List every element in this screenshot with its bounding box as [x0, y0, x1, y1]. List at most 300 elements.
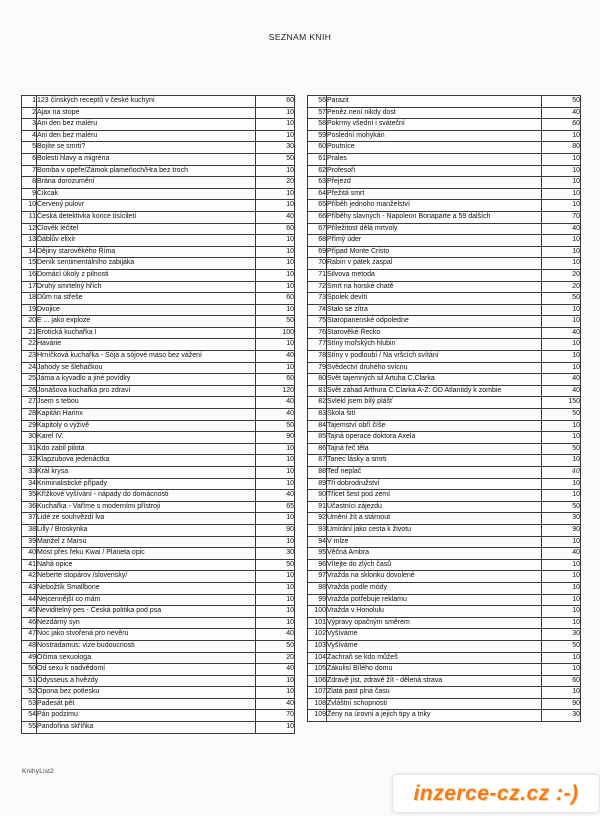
- book-title: Ani den bez maléru: [37, 130, 256, 142]
- book-title: Příležitost dělá mrtvoly: [327, 223, 542, 235]
- row-number: 45: [22, 606, 37, 618]
- book-price: 10: [542, 153, 581, 165]
- book-price: 60: [542, 675, 581, 687]
- table-row: [308, 223, 581, 235]
- row-number: 67: [308, 223, 327, 235]
- table-row: [22, 501, 295, 513]
- table-row: [308, 640, 581, 652]
- book-title: E ... jako exploze: [37, 316, 256, 328]
- table-row: [22, 362, 295, 374]
- book-title: Most přes řeku Kwai / Planeta opic: [37, 548, 256, 560]
- book-title: Rabín v pátek zaspal: [327, 258, 542, 270]
- book-price: 40: [542, 327, 581, 339]
- book-title: Třicet šest pod zemí: [327, 490, 542, 502]
- row-number: 84: [308, 420, 327, 432]
- table-row: [22, 606, 295, 618]
- book-title: Tajná řeč těla: [327, 443, 542, 455]
- row-number: 2: [22, 107, 37, 119]
- row-number: 29: [22, 420, 37, 432]
- row-number: 24: [22, 362, 37, 374]
- row-number: 41: [22, 559, 37, 571]
- book-title: Zákulisí Bílého domu: [327, 664, 542, 676]
- book-title: Tři dobrodružství: [327, 478, 542, 490]
- book-price: 30: [542, 629, 581, 641]
- book-title: Kdo zabil pilota: [37, 443, 256, 455]
- row-number: 89: [308, 478, 327, 490]
- book-price: 10: [256, 246, 295, 258]
- book-title: Starověké Řecko: [327, 327, 542, 339]
- book-price: 40: [542, 107, 581, 119]
- book-title: Nahá opice: [37, 559, 256, 571]
- book-price: 120: [256, 385, 295, 397]
- book-price: 90: [542, 698, 581, 710]
- table-row: [22, 200, 295, 212]
- book-title: Zdravě jíst, zdravě žít - dělená strava: [327, 675, 542, 687]
- book-price: 150: [542, 397, 581, 409]
- row-number: 19: [22, 304, 37, 316]
- book-title: Česká detektivka konce tisíciletí: [37, 211, 256, 223]
- book-price: 50: [542, 96, 581, 108]
- row-number: 27: [22, 397, 37, 409]
- table-row: [308, 119, 581, 131]
- row-number: 55: [22, 722, 37, 734]
- table-row: [22, 165, 295, 177]
- row-number: 82: [308, 397, 327, 409]
- book-title: Tajná operace doktora Axela: [327, 432, 542, 444]
- book-price: 20: [256, 652, 295, 664]
- table-row: [308, 409, 581, 421]
- book-title: Ženy na úrovni a jejich tipy a triky: [327, 710, 542, 722]
- book-price: 10: [256, 165, 295, 177]
- row-number: 86: [308, 443, 327, 455]
- table-row: [22, 327, 295, 339]
- table-row: [308, 316, 581, 328]
- row-number: 5: [22, 142, 37, 154]
- book-price: 10: [542, 571, 581, 583]
- book-title: Král krysa: [37, 467, 256, 479]
- row-number: 100: [308, 606, 327, 618]
- book-price: 50: [542, 501, 581, 513]
- table-row: [308, 107, 581, 119]
- row-number: 30: [22, 432, 37, 444]
- book-price: 40: [256, 629, 295, 641]
- page-title: SEZNAM KNIH: [268, 32, 332, 42]
- book-title: Kapitán Harinx: [37, 409, 256, 421]
- book-price: 10: [542, 490, 581, 502]
- book-price: 10: [256, 513, 295, 525]
- table-row: [22, 652, 295, 664]
- row-number: 42: [22, 571, 37, 583]
- table-row: [22, 397, 295, 409]
- book-title: Odysseus a hvězdy: [37, 675, 256, 687]
- book-title: Vražda v Honolulu: [327, 606, 542, 618]
- book-price: 40: [542, 467, 581, 479]
- row-number: 79: [308, 362, 327, 374]
- row-number: 91: [308, 501, 327, 513]
- book-price: 10: [542, 339, 581, 351]
- table-row: [22, 107, 295, 119]
- table-row: [22, 455, 295, 467]
- book-title: Smrt na horské chatě: [327, 281, 542, 293]
- book-price: 10: [256, 478, 295, 490]
- row-number: 49: [22, 652, 37, 664]
- book-title: Poutníce: [327, 142, 542, 154]
- table-row: [22, 687, 295, 699]
- book-title: Staropanenské odpoledne: [327, 316, 542, 328]
- book-price: 10: [542, 606, 581, 618]
- book-title: Lilly / Broskynka: [37, 524, 256, 536]
- book-price: 10: [542, 594, 581, 606]
- row-number: 94: [308, 536, 327, 548]
- book-price: 50: [542, 409, 581, 421]
- book-title: Svět tajemných sil Artuha C.Clarka: [327, 374, 542, 386]
- table-row: [22, 467, 295, 479]
- table-row: [308, 467, 581, 479]
- table-row: [308, 606, 581, 618]
- book-price: 10: [542, 246, 581, 258]
- book-title: Cikcak: [37, 188, 256, 200]
- row-number: 71: [308, 269, 327, 281]
- table-row: [22, 258, 295, 270]
- table-row: [22, 559, 295, 571]
- row-number: 31: [22, 443, 37, 455]
- book-title: Vražda na sklonku dovolené: [327, 571, 542, 583]
- table-row: [22, 339, 295, 351]
- row-number: 13: [22, 235, 37, 247]
- row-number: 66: [308, 211, 327, 223]
- table-row: [308, 304, 581, 316]
- table-row: [308, 211, 581, 223]
- book-title: Peněz není nikdy dost: [327, 107, 542, 119]
- row-number: 43: [22, 582, 37, 594]
- book-title: Příběhy slavných - Napoleon Bonaparte a 59 dalších: [327, 211, 542, 223]
- book-price: 50: [256, 420, 295, 432]
- book-price: 20: [256, 177, 295, 189]
- table-row: [308, 200, 581, 212]
- book-price: 10: [542, 582, 581, 594]
- row-number: 35: [22, 490, 37, 502]
- row-number: 101: [308, 617, 327, 629]
- table-row: [308, 96, 581, 108]
- row-number: 12: [22, 223, 37, 235]
- book-title: Příběh jednoho manželství: [327, 200, 542, 212]
- row-number: 3: [22, 119, 37, 131]
- table-row: [308, 687, 581, 699]
- book-price: 65: [256, 501, 295, 513]
- book-title: Prales: [327, 153, 542, 165]
- book-title: Očima sexuologa: [37, 652, 256, 664]
- row-number: 22: [22, 339, 37, 351]
- table-row: [22, 269, 295, 281]
- book-price: 10: [256, 594, 295, 606]
- table-row: [22, 490, 295, 502]
- book-price: 10: [542, 559, 581, 571]
- book-price: 10: [542, 177, 581, 189]
- book-price: 10: [256, 304, 295, 316]
- row-number: 68: [308, 235, 327, 247]
- row-number: 34: [22, 478, 37, 490]
- book-price: 10: [256, 467, 295, 479]
- table-row: [22, 385, 295, 397]
- book-title: Poslední mohykán: [327, 130, 542, 142]
- row-number: 21: [22, 327, 37, 339]
- row-number: 97: [308, 571, 327, 583]
- book-title: Od sexu k nadvědomí: [37, 664, 256, 676]
- book-title: Brána dorozumění: [37, 177, 256, 189]
- book-title: Silvova metoda: [327, 269, 542, 281]
- row-number: 28: [22, 409, 37, 421]
- table-row: [22, 594, 295, 606]
- book-title: Profesoři: [327, 165, 542, 177]
- book-price: 10: [542, 235, 581, 247]
- row-number: 25: [22, 374, 37, 386]
- book-title: Přímý úder: [327, 235, 542, 247]
- book-price: 10: [256, 107, 295, 119]
- book-price: 10: [256, 455, 295, 467]
- row-number: 77: [308, 339, 327, 351]
- row-number: 58: [308, 119, 327, 131]
- table-row: [22, 432, 295, 444]
- table-row: [22, 246, 295, 258]
- book-title: Případ Monte Cristo: [327, 246, 542, 258]
- book-title: Lidé ze souhvězdí lva: [37, 513, 256, 525]
- row-number: 40: [22, 548, 37, 560]
- book-title: Jahody se šlehačkou: [37, 362, 256, 374]
- book-price: 10: [256, 235, 295, 247]
- book-price: 10: [256, 675, 295, 687]
- book-title: Spolek devíti: [327, 293, 542, 305]
- table-row: [22, 177, 295, 189]
- book-price: 80: [542, 142, 581, 154]
- row-number: 20: [22, 316, 37, 328]
- book-title: Tajemství obří číše: [327, 420, 542, 432]
- book-title: Kapitoly o výživě: [37, 420, 256, 432]
- row-number: 63: [308, 177, 327, 189]
- book-title: Erotická kuchařka I: [37, 327, 256, 339]
- row-number: 10: [22, 200, 37, 212]
- table-row: [308, 130, 581, 142]
- book-title: Přejezd: [327, 177, 542, 189]
- book-title: Pokrmy všední i sváteční: [327, 119, 542, 131]
- book-price: 10: [542, 200, 581, 212]
- table-row: [22, 536, 295, 548]
- table-row: [308, 246, 581, 258]
- book-price: 10: [542, 316, 581, 328]
- book-price: 10: [542, 478, 581, 490]
- book-price: 50: [256, 640, 295, 652]
- row-number: 17: [22, 281, 37, 293]
- table-row: [22, 211, 295, 223]
- book-title: Zvláštní schopnosti: [327, 698, 542, 710]
- book-price: 40: [256, 397, 295, 409]
- row-number: 32: [22, 455, 37, 467]
- book-title: Zlatá past plná času: [327, 687, 542, 699]
- table-row: [22, 513, 295, 525]
- row-number: 107: [308, 687, 327, 699]
- book-title: Teď neplač: [327, 467, 542, 479]
- book-title: Parazit: [327, 96, 542, 108]
- table-row: [22, 374, 295, 386]
- row-number: 70: [308, 258, 327, 270]
- row-number: 76: [308, 327, 327, 339]
- book-title: Pán podzimu: [37, 710, 256, 722]
- row-number: 16: [22, 269, 37, 281]
- book-price: 10: [542, 687, 581, 699]
- table-row: [22, 409, 295, 421]
- row-number: 64: [308, 188, 327, 200]
- row-number: 61: [308, 153, 327, 165]
- table-row: [22, 710, 295, 722]
- book-price: 10: [256, 362, 295, 374]
- book-price: 90: [256, 432, 295, 444]
- book-price: 10: [256, 687, 295, 699]
- book-title: Stíny v podloubí / Na vršcích svítání: [327, 351, 542, 363]
- row-number: 14: [22, 246, 37, 258]
- row-number: 1: [22, 96, 37, 108]
- book-title: Karel IV.: [37, 432, 256, 444]
- row-number: 90: [308, 490, 327, 502]
- book-title: Umírání jako cesta k životu: [327, 524, 542, 536]
- book-title: Bojíte se smrti?: [37, 142, 256, 154]
- book-table-right: [307, 95, 581, 722]
- watermark-badge: [393, 775, 599, 812]
- book-title: Jsem s tebou: [37, 397, 256, 409]
- book-table-left: [21, 95, 295, 734]
- row-number: 81: [308, 385, 327, 397]
- book-title: Stalo se zítra: [327, 304, 542, 316]
- row-number: 103: [308, 640, 327, 652]
- book-title: Opona bez potlesku: [37, 687, 256, 699]
- book-price: 10: [542, 130, 581, 142]
- book-price: 50: [256, 559, 295, 571]
- table-row: [22, 281, 295, 293]
- table-row: [308, 351, 581, 363]
- table-row: [22, 96, 295, 108]
- row-number: 92: [308, 513, 327, 525]
- book-price: 40: [256, 664, 295, 676]
- book-price: 50: [256, 153, 295, 165]
- book-title: Bolesti hlavy a migréna: [37, 153, 256, 165]
- table-row: [22, 640, 295, 652]
- book-title: Ani den bez maléru: [37, 119, 256, 131]
- book-title: Svlékl jsem bílý plášť: [327, 397, 542, 409]
- page-footer-label: KnihyList2: [22, 768, 54, 775]
- table-row: [22, 293, 295, 305]
- table-row: [308, 582, 581, 594]
- row-number: 4: [22, 130, 37, 142]
- table-row: [22, 698, 295, 710]
- row-number: 74: [308, 304, 327, 316]
- book-price: 20: [542, 269, 581, 281]
- book-title: Havárie: [37, 339, 256, 351]
- table-row: [308, 258, 581, 270]
- row-number: 37: [22, 513, 37, 525]
- book-title: Vyšíváme: [327, 640, 542, 652]
- table-row: [22, 571, 295, 583]
- book-title: Ďáblův elixír: [37, 235, 256, 247]
- row-number: 46: [22, 617, 37, 629]
- book-price: 10: [256, 571, 295, 583]
- book-price: 10: [542, 536, 581, 548]
- book-price: 10: [256, 119, 295, 131]
- book-title: V mlze: [327, 536, 542, 548]
- table-row: [308, 455, 581, 467]
- table-row: [308, 501, 581, 513]
- row-number: 56: [308, 96, 327, 108]
- table-row: [22, 443, 295, 455]
- table-row: [308, 397, 581, 409]
- row-number: 7: [22, 165, 37, 177]
- row-number: 75: [308, 316, 327, 328]
- table-row: [22, 316, 295, 328]
- row-number: 23: [22, 351, 37, 363]
- row-number: 69: [308, 246, 327, 258]
- table-row: [308, 617, 581, 629]
- book-title: Věčná Ambra: [327, 548, 542, 560]
- table-row: [308, 281, 581, 293]
- book-title: Noc jako stvořená pro nevěru: [37, 629, 256, 641]
- book-price: 10: [542, 617, 581, 629]
- book-price: 40: [542, 374, 581, 386]
- book-title: Nejcennější co mám: [37, 594, 256, 606]
- table-row: [22, 664, 295, 676]
- book-price: 60: [256, 96, 295, 108]
- row-number: 59: [308, 130, 327, 142]
- book-price: 10: [256, 606, 295, 618]
- book-price: 40: [256, 351, 295, 363]
- table-row: [308, 536, 581, 548]
- book-price: 10: [542, 652, 581, 664]
- table-row: [308, 513, 581, 525]
- table-row: [22, 223, 295, 235]
- book-title: Tanec lásky a smrti: [327, 455, 542, 467]
- book-price: 10: [542, 258, 581, 270]
- book-title: Škola šití: [327, 409, 542, 421]
- table-row: [308, 293, 581, 305]
- row-number: 50: [22, 664, 37, 676]
- row-number: 102: [308, 629, 327, 641]
- book-title: Vražda potřebuje reklamu: [327, 594, 542, 606]
- row-number: 72: [308, 281, 327, 293]
- book-title: Vítejte do zlých časů: [327, 559, 542, 571]
- book-title: Manžel z Marsu: [37, 536, 256, 548]
- book-price: 10: [542, 432, 581, 444]
- book-title: Dům na střeše: [37, 293, 256, 305]
- row-number: 9: [22, 188, 37, 200]
- book-title: Jonášova kuchařka pro zdraví: [37, 385, 256, 397]
- book-price: 40: [542, 548, 581, 560]
- book-title: Pandořina skříňka: [37, 722, 256, 734]
- book-title: Hrníčková kuchařka - Sója a sójové maso bez vážení: [37, 351, 256, 363]
- book-price: 60: [256, 293, 295, 305]
- table-row: [308, 675, 581, 687]
- table-row: [22, 675, 295, 687]
- book-price: 90: [256, 524, 295, 536]
- book-title: Padesát pět: [37, 698, 256, 710]
- book-title: Domácí úkoly z pilnosti: [37, 269, 256, 281]
- book-price: 10: [542, 304, 581, 316]
- table-row: [308, 153, 581, 165]
- book-title: Člověk léčitel: [37, 223, 256, 235]
- row-number: 36: [22, 501, 37, 513]
- row-number: 108: [308, 698, 327, 710]
- book-price: 10: [542, 351, 581, 363]
- table-row: [308, 524, 581, 536]
- table-row: [22, 420, 295, 432]
- book-price: 10: [542, 362, 581, 374]
- table-row: [308, 664, 581, 676]
- table-row: [22, 351, 295, 363]
